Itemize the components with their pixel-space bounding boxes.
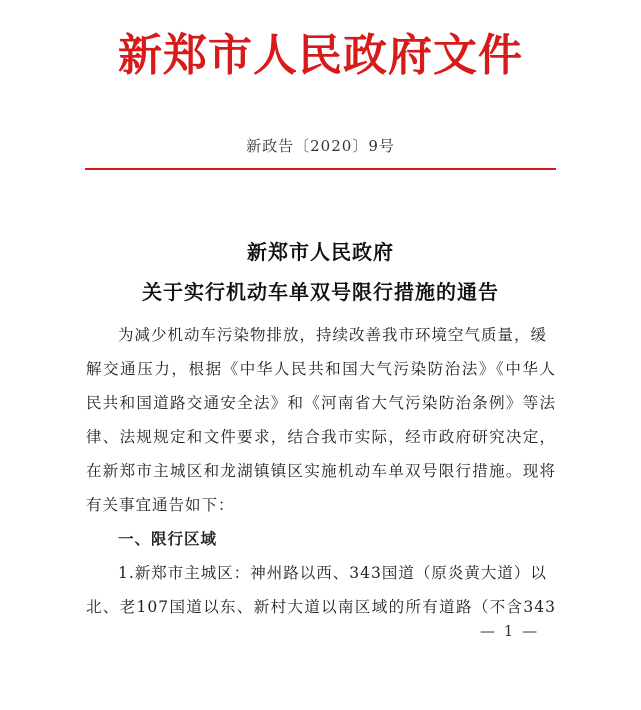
section-heading: 一、限行区域: [118, 529, 218, 548]
body-paragraph-line: 为减少机动车污染物排放，持续改善我市环境空气质量，缓: [118, 326, 548, 344]
section-paragraph-line: 北、老107国道以东、新村大道以南区域的所有道路（不含343: [86, 598, 556, 616]
document-number: 新政告〔2020〕9号: [246, 137, 395, 155]
section-paragraph-line: 1.新郑市主城区：神州路以西、343国道（原炎黄大道）以: [118, 564, 547, 582]
red-divider: [85, 168, 556, 170]
notice-title-issuer: 新郑市人民政府: [247, 240, 394, 264]
body-paragraph-line: 在新郑市主城区和龙湖镇镇区实施机动车单双号限行措施。现将: [86, 462, 556, 480]
body-paragraph-line: 民共和国道路交通安全法》和《河南省大气污染防治条例》等法: [86, 394, 556, 412]
issuer-header: 新郑市人民政府文件: [118, 30, 523, 81]
body-paragraph-line: 解交通压力，根据《中华人民共和国大气污染防治法》《中华人: [86, 360, 556, 378]
page-number: — 1 —: [480, 622, 540, 640]
body-paragraph-line: 有关事宜通告如下：: [86, 496, 235, 514]
notice-title-subject: 关于实行机动车单双号限行措施的通告: [142, 280, 499, 304]
body-paragraph-line: 律、法规规定和文件要求，结合我市实际，经市政府研究决定，: [86, 428, 556, 446]
